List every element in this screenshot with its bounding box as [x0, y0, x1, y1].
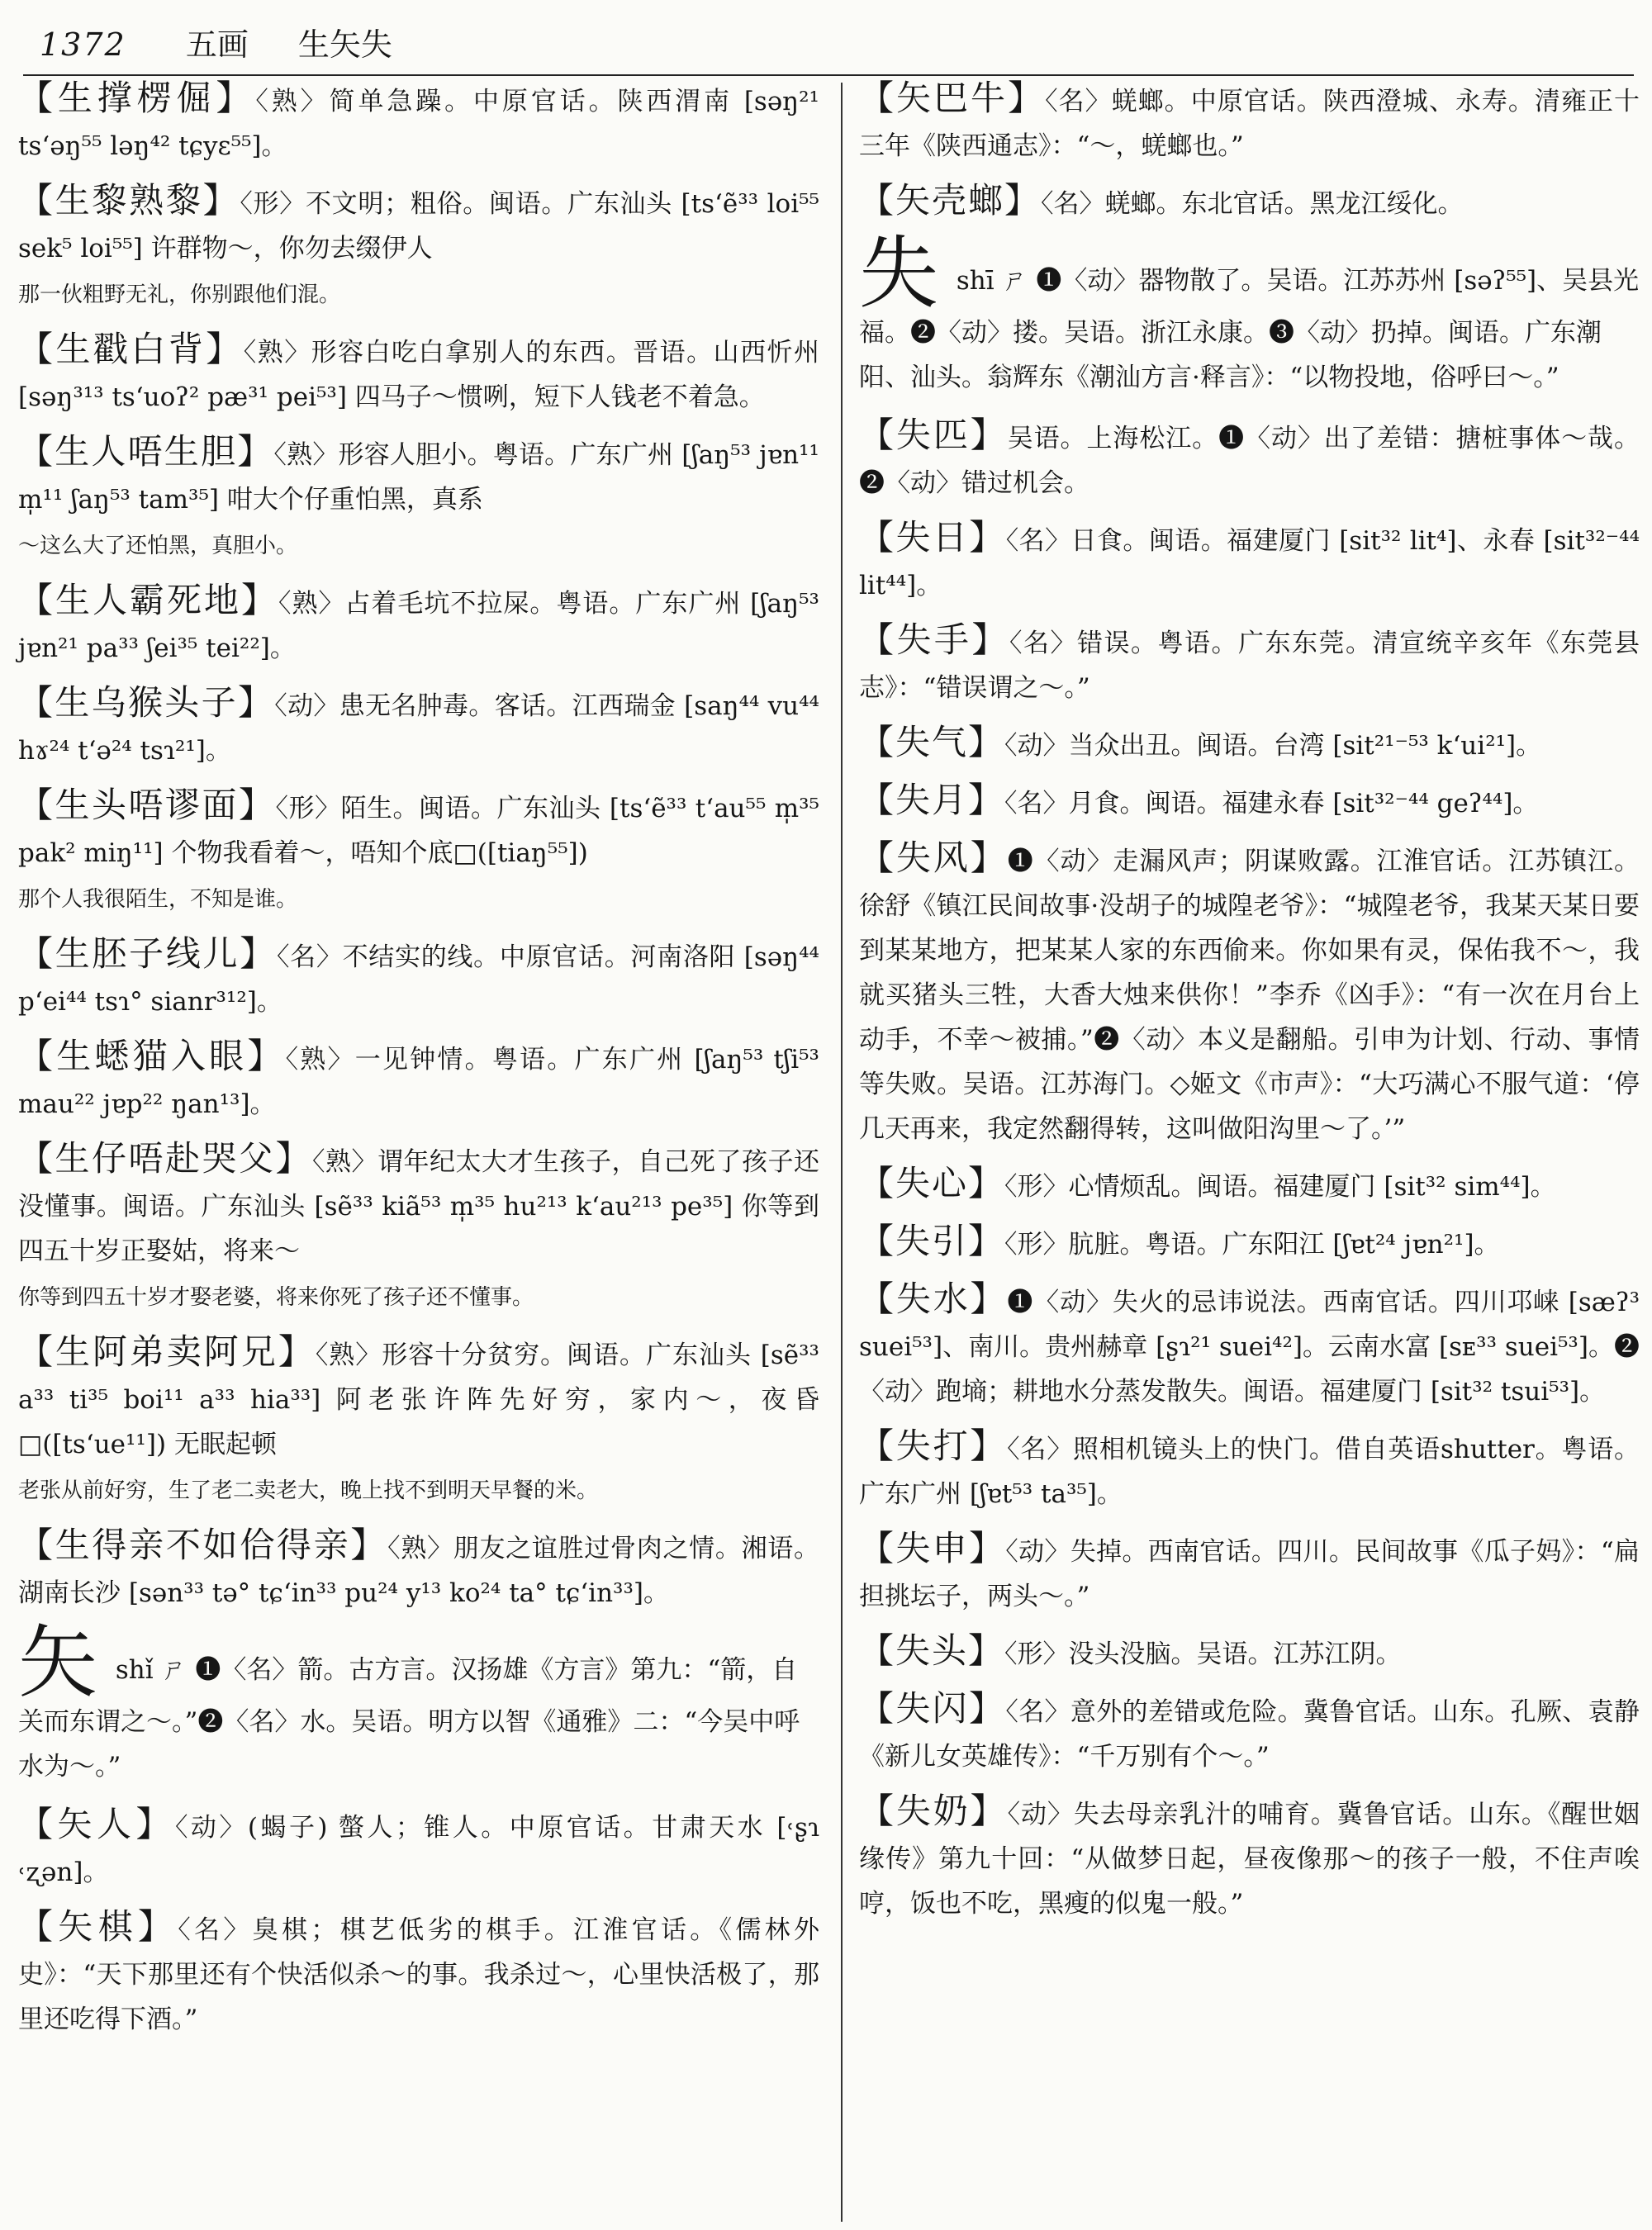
entry-definition: 〈名〉蜣螂。中原官话。陕西澄城、永寿。清雍正十三年《陕西通志》：“～，蜣螂也。” [859, 87, 1640, 161]
dictionary-entry [859, 1161, 1640, 1209]
page-number: 1372 [40, 26, 126, 63]
entry-definition: 〈熟〉形容人胆小。粤语。广东广州 [ʃaŋ⁵³ jɐn¹¹ m̩¹¹ ʃaŋ⁵³ tam³⁵] 咁大个仔重怕黑，真系 [18, 440, 819, 515]
entry-gloss: 你等到四五十岁才娶老婆，将来你死了孩子还不懂事。 [18, 1285, 534, 1310]
entry-definition: 〈熟〉形容白吃白拿别人的东西。晋语。山西忻州 [səŋ³¹³ tsʻuoʔ² pæ³¹ pei⁵³] 四马子～惯咧，短下人钱老不着急。 [18, 338, 819, 412]
dictionary-entry [18, 932, 819, 1024]
entry-definition: 〈熟〉一见钟情。粤语。广东广州 [ʃaŋ⁵³ tʃi⁵³ mau²² jɐp²² ŋan¹³]。 [18, 1045, 819, 1119]
entry-headword: 【生蟋猫入眼】 [18, 1036, 286, 1076]
entry-headword: 【生头唔谬面】 [18, 785, 276, 825]
dictionary-entry [18, 178, 819, 317]
char-entry-shi3 [18, 1616, 819, 1789]
entry-headword: 【失心】 [859, 1163, 1005, 1203]
entry-headword: 【失引】 [859, 1221, 1005, 1261]
entry-headword: 【生胚子线儿】 [18, 933, 277, 974]
entry-definition: 〈形〉心情烦乱。闽语。福建厦门 [sit³² sim⁴⁴]。 [1004, 1172, 1556, 1202]
dictionary-entry [18, 1802, 819, 1895]
entry-definition: 〈名〉意外的差错或危险。冀鲁官话。山东。孔厥、袁静《新儿女英雄传》：“千万别有个～。” [859, 1697, 1640, 1772]
column-divider [841, 83, 843, 2222]
dictionary-entry [859, 515, 1640, 608]
section-label: 五画 [185, 26, 249, 63]
entry-definition: 〈名〉蜣螂。东北官话。黑龙江绥化。 [1041, 189, 1464, 219]
entry-definition: 〈名〉日食。闽语。福建厦门 [sit³² lit⁴]、永春 [sit³²⁻⁴⁴ lit⁴⁴]。 [859, 526, 1640, 600]
entry-definition: 〈形〉不文明；粗俗。闽语。广东汕头 [tsʻẽ³³ loi⁵⁵ sek⁵ loi⁵⁵] 许群物～，你勿去缀伊人 [18, 189, 819, 263]
entry-headword: 【矢壳螂】 [859, 180, 1042, 221]
dictionary-entry [859, 778, 1640, 826]
dictionary-entry [859, 1687, 1640, 1779]
entry-headword: 【失申】 [859, 1528, 1006, 1568]
entry-headword: 【失闪】 [859, 1688, 1006, 1729]
dictionary-entry [18, 76, 819, 168]
entry-headword: 【生得亲不如佮得亲】 [18, 1525, 388, 1565]
entry-headword: 【矢巴牛】 [859, 78, 1046, 118]
entry-gloss: ～这么大了还怕黑，真胆小。 [18, 534, 298, 558]
entry-definition: 〈动〉(蝎子) 螫人；锥人。中原官话。甘肃天水 [˓ʂɿ ˓ʐən]。 [18, 1813, 819, 1887]
dictionary-entry [859, 836, 1640, 1151]
entry-definition: 〈动〉失去母亲乳汁的哺育。冀鲁官话。山东。《醒世姻缘传》第九十回：“从做梦日起，昼夜像那～的孩子一般，不住声唉哼，饭也不吃，黑瘦的似鬼一般。” [859, 1800, 1640, 1919]
definition: ❶〈名〉箭。古方言。汉扬雄《方言》第九：“箭，自关而东谓之～。”❷〈名〉水。吴语。明方以智《通雅》二：“今吴中呼水为～。” [18, 1655, 800, 1782]
dictionary-entry [859, 1629, 1640, 1677]
entry-definition: 〈名〉不结实的线。中原官话。河南洛阳 [səŋ⁴⁴ pʻei⁴⁴ tsɿ° sianr³¹²]。 [18, 942, 819, 1017]
entry-definition: ❶〈动〉走漏风声；阴谋败露。江淮官话。江苏镇江。徐舒《镇江民间故事·没胡子的城隍老爷》：“城隍老爷，我某天某日要到某某地方，把某某人家的东西偷来。你如果有灵，保佑我不～，我就买猪头三牲，大香大烛来供你！”李乔《凶手》：“有一次在月台上动手，不幸～被捕。”❷〈动〉本义是翻船。引申为计划、行动、事情等失败。吴语。江苏海门。◇姬文《市声》：“大巧满心不服气道：‘停几天再来，我定然翻得转，这叫做阳沟里～了。’” [859, 847, 1640, 1144]
entry-gloss: 老张从前好穷，生了老二卖老大，晚上找不到明天早餐的米。 [18, 1478, 599, 1503]
entry-headword: 【失匹】 [859, 415, 1008, 455]
entry-definition: 〈名〉臭棋；棋艺低劣的棋手。江淮官话。《儒林外史》：“天下那里还有个快活似杀～的事。我杀过～，心里快活极了，那里还吃得下酒。” [18, 1915, 819, 2034]
entry-headword: 【生撑楞倔】 [18, 78, 256, 118]
entry-definition: 〈名〉错误。粤语。广东东莞。清宣统辛亥年《东莞县志》：“错误谓之～。” [859, 629, 1640, 703]
entry-headword: 【失手】 [859, 619, 1009, 660]
dictionary-entry [18, 1905, 819, 2042]
dictionary-entry [18, 327, 819, 420]
entry-definition: 〈动〉当众出丑。闽语。台湾 [sit²¹⁻⁵³ kʻui²¹]。 [1004, 731, 1542, 761]
pinyin: shǐ ㄕ [115, 1655, 188, 1685]
entry-headword: 【失奶】 [859, 1791, 1008, 1831]
entry-headword: 【矢人】 [18, 1804, 175, 1844]
entry-headword: 【生乌猴头子】 [18, 682, 275, 723]
entry-headword: 【生阿弟卖阿兄】 [18, 1331, 316, 1372]
entry-headword: 【失水】 [859, 1279, 1008, 1319]
dictionary-entry [859, 1424, 1640, 1516]
dictionary-entry [859, 76, 1640, 168]
entry-definition: 〈名〉月食。闽语。福建永春 [sit³²⁻⁴⁴ geʔ⁴⁴]。 [1004, 789, 1539, 818]
dictionary-entry [859, 413, 1640, 505]
dictionary-entry [18, 783, 819, 922]
entry-headword: 【生戳白背】 [18, 329, 244, 369]
dictionary-entry [18, 1523, 819, 1616]
dictionary-entry [18, 578, 819, 671]
entry-definition: ❶〈动〉失火的忌讳说法。西南官话。四川邛崃 [sæʔ³ suei⁵³]、南川。贵州赫章 [ʂɿ²¹ suei⁴²]。云南水富 [sᴇ³³ suei⁵³]。❷〈动〉跑墒；耕地水分蒸发散失。闽语。福建厦门 [sit³² tsui⁵³]。 [859, 1288, 1640, 1407]
entry-definition: 〈熟〉形容十分贫穷。闽语。广东汕头 [sẽ³³ a³³ ti³⁵ boi¹¹ a³³ hia³³] 阿老张许阵先好穷，家内～，夜昏□([tsʻue¹¹]) 无眠起顿 [18, 1340, 819, 1459]
left-column [18, 76, 819, 2052]
entry-definition: 〈熟〉朋友之谊胜过骨肉之情。湘语。湖南长沙 [sən³³ tə° tɕʻin³³ pu²⁴ y¹³ ko²⁴ ta° tɕʻin³³]。 [18, 1534, 819, 1608]
entry-headword: 【失头】 [859, 1630, 1005, 1671]
entry-definition: 〈形〉肮脏。粤语。广东阳江 [ʃɐt²⁴ jɐn²¹]。 [1004, 1230, 1500, 1260]
entry-headword: 【失月】 [859, 780, 1005, 820]
dictionary-entry [859, 1277, 1640, 1414]
dictionary-entry [18, 1136, 819, 1320]
entry-definition: 〈熟〉谓年纪太大才生孩子，自己死了孩子还没懂事。闽语。广东汕头 [sẽ³³ kiã⁵³ m̩³⁵ hu²¹³ kʻau²¹³ pe³⁵] 你等到四五十岁正娶姑，将来～ [18, 1147, 819, 1266]
entry-headword: 【矢棋】 [18, 1906, 178, 1947]
entry-headword: 【生人唔生胆】 [18, 431, 274, 472]
entry-headword: 【失气】 [859, 722, 1005, 762]
page-header [40, 18, 1634, 71]
dictionary-entry [859, 618, 1640, 710]
entry-headword: 【生仔唔赴哭父】 [18, 1138, 312, 1179]
dictionary-entry [18, 681, 819, 773]
entry-definition: 〈名〉照相机镜头上的快门。借自英语shutter。粤语。广东广州 [ʃɐt⁵³ ta³⁵]。 [859, 1435, 1640, 1509]
dictionary-entry [859, 178, 1640, 226]
dictionary-entry [859, 1789, 1640, 1926]
entry-headword: 【失日】 [859, 517, 1006, 558]
right-column [859, 76, 1640, 1936]
definition: ❶〈动〉器物散了。吴语。江苏苏州 [səʔ⁵⁵]、吴县光福。❷〈动〉搂。吴语。浙江永康。❸〈动〉扔掉。闽语。广东潮阳、汕头。翁辉东《潮汕方言·释言》：“以物投地，俗呼曰～。” [859, 266, 1640, 392]
headword-char: 矢 [18, 1616, 97, 1709]
entry-headword: 【生人霸死地】 [18, 580, 278, 620]
dictionary-entry [18, 1330, 819, 1513]
entry-definition: 〈熟〉占着毛坑不拉屎。粤语。广东广州 [ʃaŋ⁵³ jɐn²¹ pa³³ ʃei³⁵ tei²²]。 [18, 589, 819, 663]
pinyin: shī ㄕ [956, 266, 1028, 296]
entry-gloss: 那个人我很陌生，不知是谁。 [18, 887, 298, 912]
entry-definition: 〈动〉患无名肿毒。客话。江西瑞金 [saŋ⁴⁴ vu⁴⁴ hɤ²⁴ tʻə²⁴ tsɿ²¹]。 [18, 691, 819, 766]
entry-headword: 【失打】 [859, 1426, 1008, 1466]
dictionary-entry [859, 720, 1640, 768]
entry-definition: 〈动〉失掉。西南官话。四川。民间故事《瓜子妈》：“扁担挑坛子，两头～。” [859, 1537, 1640, 1611]
entry-definition: 〈形〉没头没脑。吴语。江苏江阴。 [1004, 1639, 1402, 1669]
header-characters: 生矢失 [297, 26, 392, 63]
dictionary-entry [18, 1034, 819, 1127]
entry-definition: 〈熟〉简单急躁。中原官话。陕西渭南 [səŋ²¹ tsʻəŋ⁵⁵ ləŋ⁴² tɕyɛ⁵⁵]。 [18, 87, 819, 161]
entry-headword: 【失风】 [859, 837, 1008, 878]
char-entry-shi1 [859, 227, 1640, 400]
dictionary-entry [859, 1526, 1640, 1619]
entry-headword: 【生黎熟黎】 [18, 180, 240, 221]
entry-gloss: 那一伙粗野无礼，你别跟他们混。 [18, 282, 341, 307]
dictionary-entry [18, 429, 819, 568]
entry-definition: 吴语。上海松江。❶〈动〉出了差错：搪桩事体～哉。❷〈动〉错过机会。 [859, 424, 1640, 498]
entry-definition: 〈形〉陌生。闽语。广东汕头 [tsʻẽ³³ tʻau⁵⁵ m̩³⁵ pak² miŋ¹¹] 个物我看着～，唔知个底□([tiaŋ⁵⁵]) [18, 794, 819, 868]
dictionary-entry [859, 1219, 1640, 1267]
headword-char: 失 [859, 227, 938, 320]
